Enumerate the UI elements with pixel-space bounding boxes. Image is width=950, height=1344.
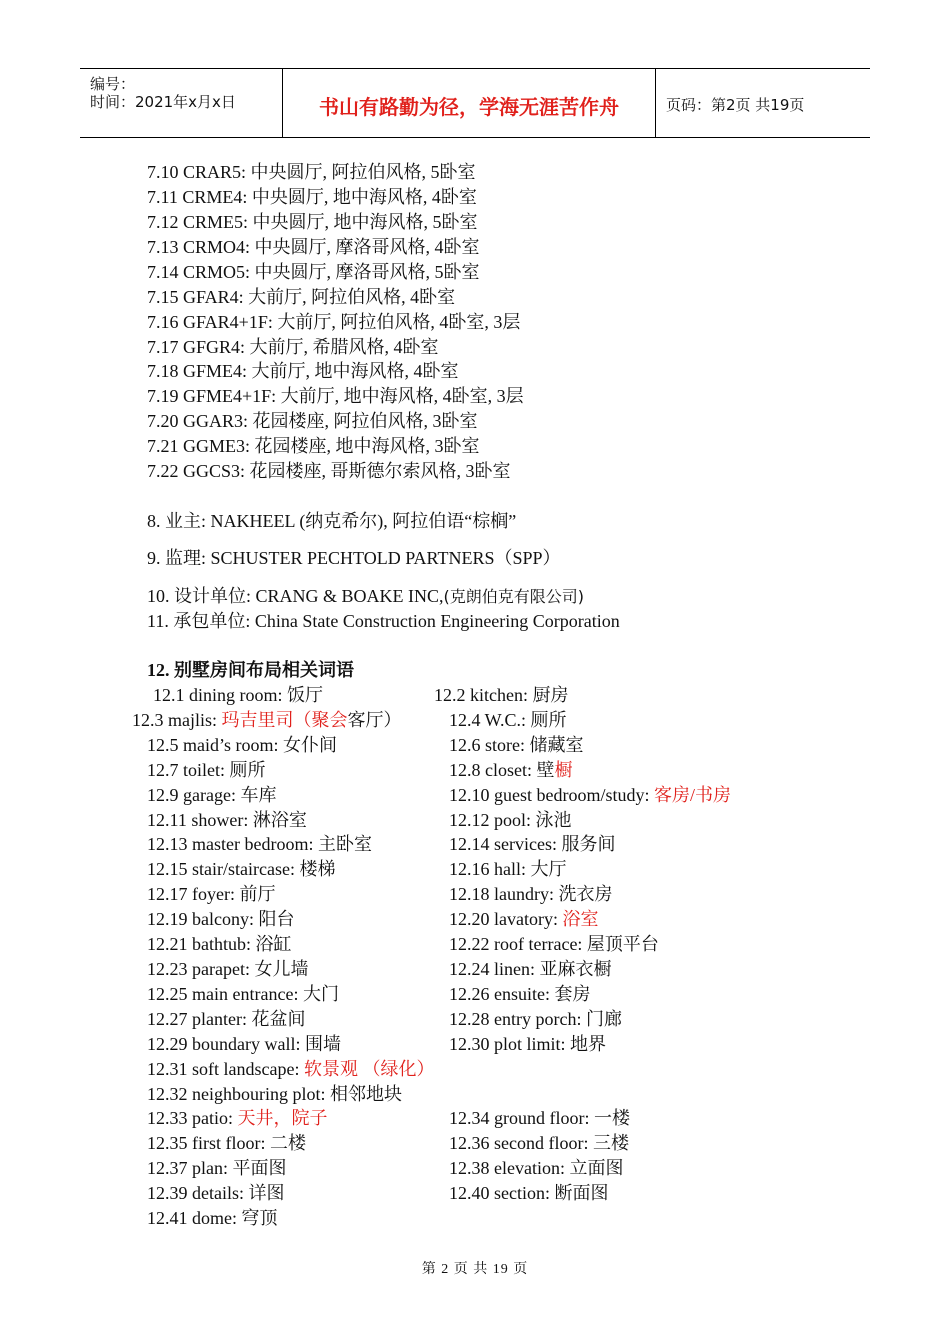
list-item: 7.17 GFGR4: 大前厅, 希腊风格, 4卧室 <box>147 337 439 357</box>
header-page-cell <box>656 69 870 137</box>
vocab-highlight: 软景观 （绿化） <box>303 1059 435 1079</box>
header-meta-cell <box>80 69 283 137</box>
vocab-item: 12.29 boundary wall: 围墙 <box>147 1034 341 1054</box>
vocab-term: 客厅） <box>347 710 402 730</box>
vocab-item <box>449 783 731 807</box>
list-item: 7.19 GFME4+1F: 大前厅, 地中海风格, 4卧室, 3层 <box>147 386 524 406</box>
vocab-highlight: 客房/书房 <box>654 785 732 805</box>
page-number-label: 页码：第2页 共19页 <box>666 96 805 114</box>
list-item: 7.13 CRMO4: 中央圆厅, 摩洛哥风格, 4卧室 <box>147 237 480 257</box>
vocab-item: 12.14 services: 服务间 <box>449 834 616 854</box>
vocab-item <box>449 758 573 782</box>
vocab-highlight: 浴室 <box>562 909 599 929</box>
vocab-item <box>147 1106 328 1130</box>
list-item: 7.16 GFAR4+1F: 大前厅, 阿拉伯风格, 4卧室, 3层 <box>147 312 521 332</box>
vocab-item: 12.5 maid’s room: 女仆间 <box>147 735 337 755</box>
vocab-highlight: 橱 <box>554 760 573 780</box>
header-motto: 书山有路勤为径，学海无涯苦作舟 <box>319 95 619 119</box>
vocab-term: 12.33 patio: <box>147 1108 238 1128</box>
vocab-item: 12.17 foyer: 前厅 <box>147 884 276 904</box>
vocab-item <box>449 907 598 931</box>
contractor-item: 11. 承包单位: China State Construction Engineering Corporation <box>147 611 620 631</box>
designer-text: 10. 设计单位: CRANG & BOAKE INC, <box>147 586 444 606</box>
list-item: 7.21 GGME3: 花园楼座, 地中海风格, 3卧室 <box>147 436 480 456</box>
vocab-item: 12.25 main entrance: 大门 <box>147 984 339 1004</box>
vocab-item <box>132 708 402 732</box>
vocab-item: 12.38 elevation: 立面图 <box>449 1158 624 1178</box>
vocab-item: 12.2 kitchen: 厨房 <box>434 685 569 705</box>
list-item: 7.20 GGAR3: 花园楼座, 阿拉伯风格, 3卧室 <box>147 411 478 431</box>
vocab-highlight: 天井，院子 <box>237 1108 328 1128</box>
vocab-item: 12.26 ensuite: 套房 <box>449 984 591 1004</box>
vocab-item: 12.12 pool: 泳池 <box>449 810 572 830</box>
vocab-item: 12.28 entry porch: 门廊 <box>449 1009 622 1029</box>
vocab-item: 12.24 linen: 亚麻衣橱 <box>449 959 612 979</box>
vocab-item: 12.39 details: 详图 <box>147 1183 285 1203</box>
supervisor-item: 9. 监理: SCHUSTER PECHTOLD PARTNERS（SPP） <box>147 548 561 568</box>
vocab-item: 12.35 first floor: 二楼 <box>147 1133 306 1153</box>
vocab-item: 12.13 master bedroom: 主卧室 <box>147 834 372 854</box>
list-item: 7.15 GFAR4: 大前厅, 阿拉伯风格, 4卧室 <box>147 287 456 307</box>
designer-item <box>147 584 584 609</box>
vocab-item: 12.11 shower: 淋浴室 <box>147 810 307 830</box>
list-item: 7.10 CRAR5: 中央圆厅, 阿拉伯风格, 5卧室 <box>147 162 476 182</box>
vocab-item: 12.16 hall: 大厅 <box>449 859 567 879</box>
list-item: 7.18 GFME4: 大前厅, 地中海风格, 4卧室 <box>147 361 459 381</box>
vocab-item: 12.23 parapet: 女儿墙 <box>147 959 309 979</box>
vocab-item: 12.34 ground floor: 一楼 <box>449 1108 630 1128</box>
vocab-item: 12.4 W.C.: 厕所 <box>449 710 567 730</box>
list-item: 7.22 GGCS3: 花园楼座, 哥斯德尔索风格, 3卧室 <box>147 461 511 481</box>
vocab-item: 12.32 neighbouring plot: 相邻地块 <box>147 1084 402 1104</box>
designer-chinese: (克朗伯克有限公司) <box>443 587 585 606</box>
vocab-item: 12.30 plot limit: 地界 <box>449 1034 607 1054</box>
vocab-item: 12.22 roof terrace: 屋顶平台 <box>449 934 659 954</box>
page-footer: 第 2 页 共 19 页 <box>421 1262 529 1277</box>
time-label: 时间：2021年x月x日 <box>90 93 236 111</box>
vocab-item: 12.27 planter: 花盆间 <box>147 1009 306 1029</box>
vocab-item: 12.19 balcony: 阳台 <box>147 909 295 929</box>
vocab-term: 12.20 lavatory: <box>449 909 563 929</box>
vocab-item: 12.15 stair/staircase: 楼梯 <box>147 859 336 879</box>
page-header <box>80 68 870 138</box>
owner-item: 8. 业主: NAKHEEL (纳克希尔), 阿拉伯语“棕榈” <box>147 511 517 531</box>
vocab-term: 12.3 majlis: <box>132 710 222 730</box>
vocab-highlight: 玛吉里司（聚会 <box>221 710 348 730</box>
vocab-item: 12.18 laundry: 洗衣房 <box>449 884 613 904</box>
vocab-term: 12.10 guest bedroom/study: <box>449 785 654 805</box>
list-item: 7.14 CRMO5: 中央圆厅, 摩洛哥风格, 5卧室 <box>147 262 480 282</box>
vocab-item: 12.1 dining room: 饭厅 <box>153 685 323 705</box>
number-label: 编号： <box>90 75 136 93</box>
section-title: 12. 别墅房间布局相关词语 <box>147 660 354 680</box>
vocab-item: 12.40 section: 断面图 <box>449 1183 609 1203</box>
vocab-item: 12.41 dome: 穹顶 <box>147 1208 278 1228</box>
vocab-item: 12.7 toilet: 厕所 <box>147 760 266 780</box>
vocab-item: 12.21 bathtub: 浴缸 <box>147 934 292 954</box>
vocab-item: 12.6 store: 储藏室 <box>449 735 584 755</box>
vocab-item: 12.37 plan: 平面图 <box>147 1158 287 1178</box>
vocab-item: 12.9 garage: 车库 <box>147 785 277 805</box>
vocab-term: 12.8 closet: 壁 <box>449 760 555 780</box>
list-item: 7.12 CRME5: 中央圆厅, 地中海风格, 5卧室 <box>147 212 478 232</box>
vocab-item: 12.36 second floor: 三楼 <box>449 1133 629 1153</box>
vocab-item <box>147 1057 434 1081</box>
vocab-term: 12.31 soft landscape: <box>147 1059 304 1079</box>
header-motto-cell <box>283 69 656 137</box>
list-item: 7.11 CRME4: 中央圆厅, 地中海风格, 4卧室 <box>147 187 477 207</box>
